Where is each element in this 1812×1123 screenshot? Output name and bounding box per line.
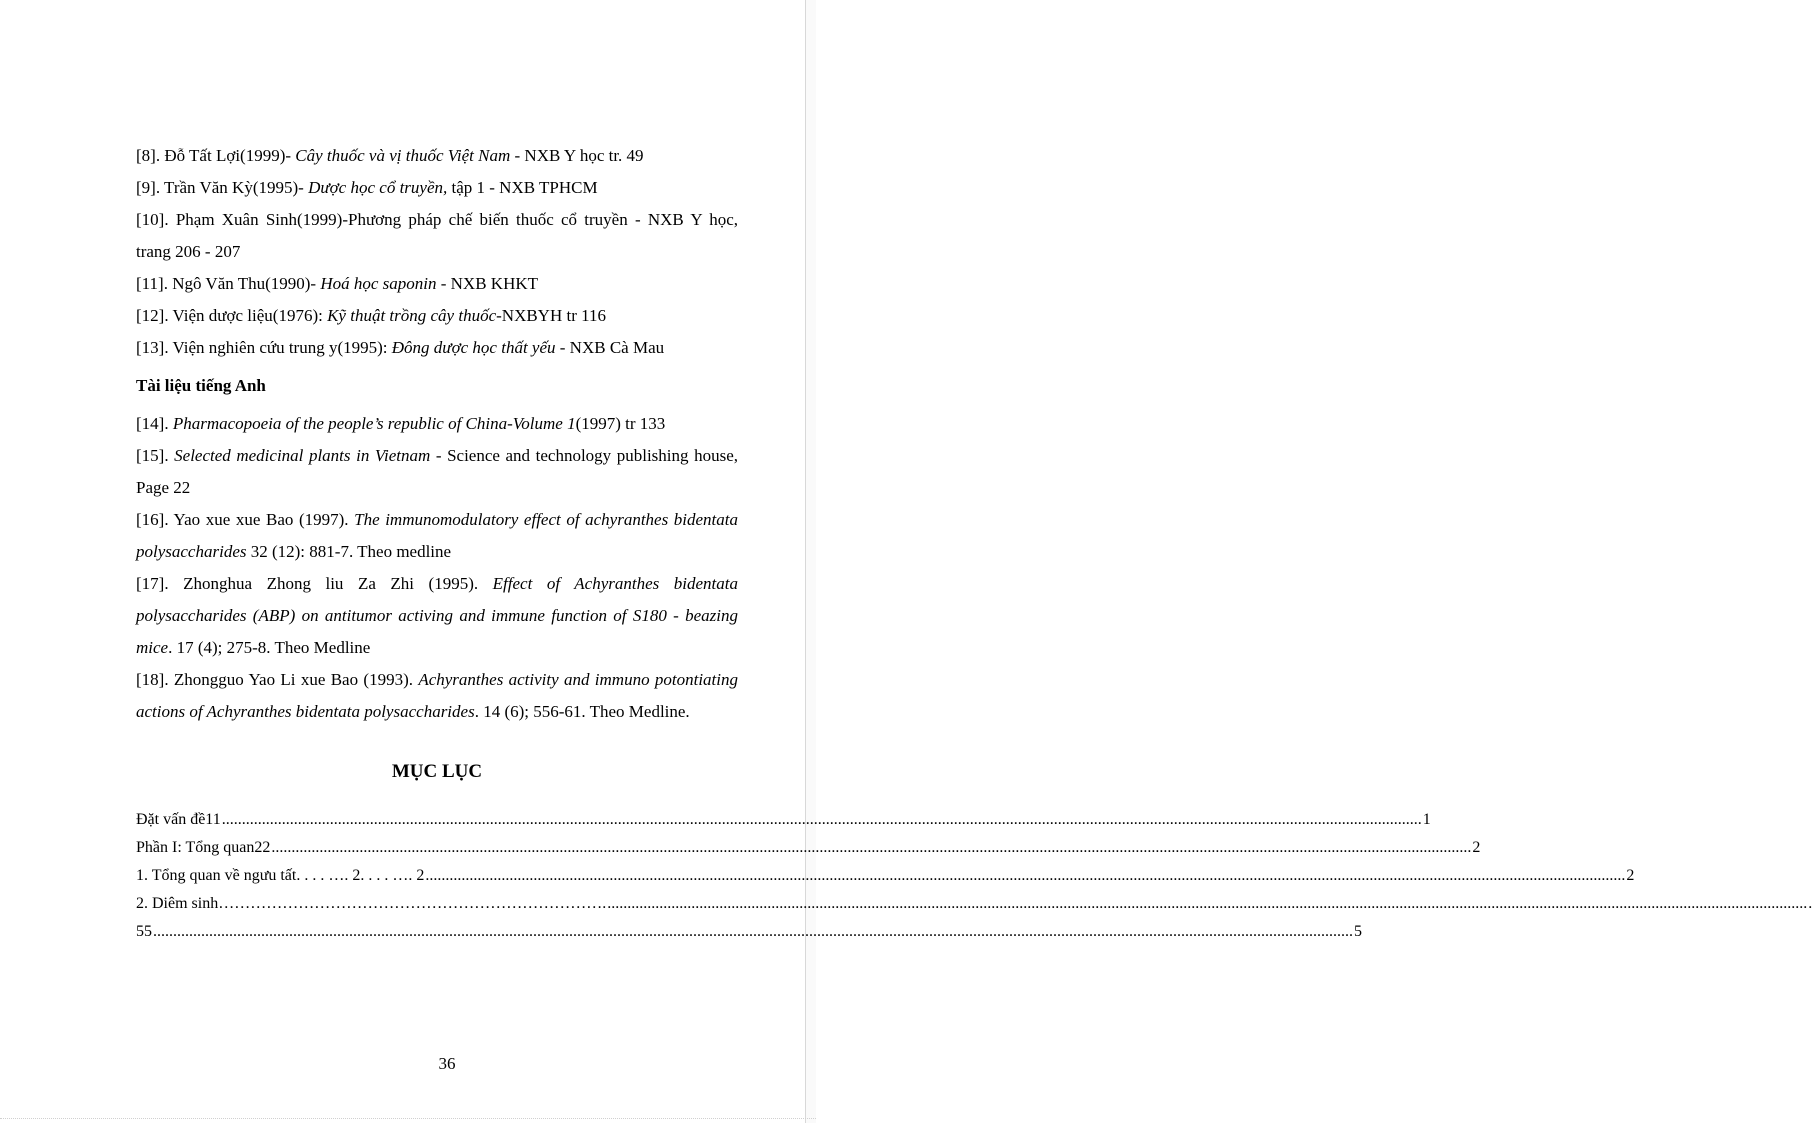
reference-title: The immunomodulatory effect of achyranthes bidentata polysaccharides — [136, 510, 739, 561]
page-number: 36 — [438, 1054, 456, 1073]
toc-page-number: 2 — [1626, 867, 1635, 884]
reference-author: Zhonghua Zhong liu Za Zhi (1995). — [183, 574, 493, 593]
reference-item — [136, 140, 738, 172]
reference-num: [17]. — [136, 574, 169, 593]
reference-item — [136, 440, 738, 504]
vietnamese-references — [136, 140, 738, 364]
reference-num: [15]. — [136, 446, 169, 465]
reference-title: Effect of Achyranthes bidentata polysaccharides (ABP) on antitumor activing and immune function of S180 - beazing mice — [136, 574, 738, 657]
toc-page-number: 1 — [1422, 811, 1431, 828]
reference-title: Đông dược học thất yếu — [391, 338, 556, 357]
toc-leader-dots: ............................................................................................................................................................................................................................................................................................................ — [221, 811, 1422, 828]
toc-leader-dots: ............................................................................................................................................................................................................................................................................................................ — [425, 867, 1626, 884]
toc-label: Phần I: Tổng quan22 — [136, 839, 271, 856]
reference-rest: . 14 (6); 556-61. Theo Medline. — [474, 702, 690, 721]
reference-author: Phạm Xuân Sinh(1999)- — [175, 210, 348, 229]
toc-label: 1. Tổng quan về ngưu tất. . . . …. 2. . . . …. 2 — [136, 867, 425, 884]
reference-rest: . 17 (4); 275-8. Theo Medline — [168, 638, 371, 657]
reference-num: [8]. — [136, 146, 161, 165]
reference-num: [18]. — [136, 670, 169, 689]
reference-author: Zhongguo Yao Li xue Bao (1993). — [173, 670, 419, 689]
table-of-contents — [136, 806, 1812, 946]
toc-leader-dots: ............................................................................................................................................................................................................................................................................................................ — [153, 923, 1353, 940]
reference-title: Pharmacopoeia of the people’s republic of China-Volume 1 — [172, 414, 576, 433]
reference-title: Achyranthes activity and immuno potontiating actions of Achyranthes bidentata polysaccharides — [136, 670, 739, 721]
toc-row[interactable] — [136, 834, 1481, 862]
reference-author: Ngô Văn Thu(1990)- — [172, 274, 321, 293]
reference-title: Kỹ thuật trồng cây thuốc — [327, 306, 497, 325]
toc-row[interactable] — [136, 918, 1362, 946]
reference-title: Selected medicinal plants in Vietnam — [174, 446, 431, 465]
reference-num: [12]. — [136, 306, 169, 325]
toc-label: 55 — [136, 923, 152, 940]
reference-item — [136, 172, 738, 204]
reference-rest: - NXB Y học tr. 49 — [510, 146, 644, 165]
reference-author: Viện dược liệu(1976): — [172, 306, 328, 325]
page-bottom-edge — [0, 1118, 816, 1123]
reference-item — [136, 408, 738, 440]
reference-title: Hoá học saponin — [320, 274, 437, 293]
page-edge — [805, 0, 816, 1123]
reference-author: Yao xue xue Bao (1997). — [173, 510, 355, 529]
reference-rest: 32 (12): 881-7. Theo medline — [246, 542, 452, 561]
reference-item — [136, 300, 738, 332]
reference-num: [16]. — [136, 510, 169, 529]
page-content — [136, 140, 1812, 946]
reference-author: Đỗ Tất Lợi(1999)- — [164, 146, 296, 165]
reference-item — [136, 568, 738, 664]
toc-leader-dots: ............................................................................................................................................................................................................................................................................................................ — [607, 895, 1808, 912]
toc-label: 2. Diêm sinh………………………………………………………………. — [136, 895, 607, 912]
toc-page-number: 5 — [1354, 923, 1362, 940]
reference-item — [136, 204, 738, 268]
reference-num: [13]. — [136, 338, 169, 357]
reference-title: Dược học cổ truyền, — [308, 178, 448, 197]
reference-rest: - Science and technology publishing house, Page 22 — [136, 446, 738, 497]
toc-row[interactable] — [136, 806, 1431, 834]
english-references — [136, 408, 738, 728]
reference-rest: tập 1 - NXB TPHCM — [447, 178, 598, 197]
toc-page-number: 2 — [1472, 839, 1481, 856]
reference-rest: (1997) tr 133 — [575, 414, 666, 433]
reference-item — [136, 504, 738, 568]
reference-author: Trần Văn Kỳ(1995)- — [164, 178, 309, 197]
reference-num: [11]. — [136, 274, 168, 293]
reference-rest: Phương pháp chế biến thuốc cổ truyền - NXB Y học, trang 206 - 207 — [136, 210, 739, 261]
reference-rest: - NXB KHKT — [436, 274, 539, 293]
reference-num: [10]. — [136, 210, 169, 229]
toc-title: MỤC LỤC — [391, 761, 483, 782]
reference-title: Cây thuốc và vị thuốc Việt Nam — [295, 146, 511, 165]
english-references-heading: Tài liệu tiếng Anh — [136, 376, 266, 395]
reference-num: [9]. — [136, 178, 161, 197]
reference-item — [136, 664, 738, 728]
toc-row[interactable] — [136, 862, 1635, 890]
reference-item — [136, 268, 738, 300]
reference-author: Viện nghiên cứu trung y(1995): — [172, 338, 392, 357]
reference-rest: -NXBYH tr 116 — [496, 306, 606, 325]
reference-item — [136, 332, 738, 364]
reference-num: [14]. — [136, 414, 169, 433]
toc-label: Đặt vấn đề11 — [136, 811, 221, 828]
reference-rest: - NXB Cà Mau — [555, 338, 665, 357]
toc-row[interactable] — [136, 890, 1812, 918]
toc-page-number: . — [1808, 895, 1812, 912]
toc-leader-dots: ............................................................................................................................................................................................................................................................................................................ — [271, 839, 1472, 856]
